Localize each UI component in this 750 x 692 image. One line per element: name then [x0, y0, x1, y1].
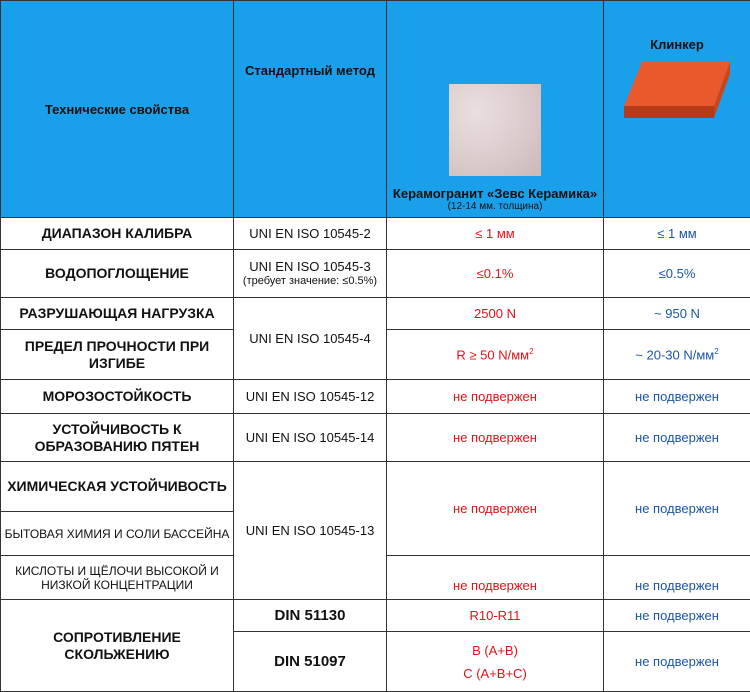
clinker-value: не подвержен — [604, 556, 750, 600]
table-row — [1, 380, 750, 414]
header-method: Стандартный метод — [234, 1, 387, 218]
prop-cell: КИСЛОТЫ И ЩЁЛОЧИ ВЫСОКОЙ И НИЗКОЙ КОНЦЕНТРАЦИИ — [1, 556, 234, 600]
clinker-value: не подвержен — [604, 632, 750, 692]
prop-cell: ПРЕДЕЛ ПРОЧНОСТИ ПРИ ИЗГИБЕ — [1, 330, 234, 380]
superscript: 2 — [529, 347, 533, 356]
clinker-tile-image — [624, 62, 730, 118]
method-cell: DIN 51130 — [234, 600, 387, 632]
table-row — [1, 414, 750, 462]
method-cell: DIN 51097 — [234, 632, 387, 692]
table-row — [1, 218, 750, 250]
clinker-value: не подвержен — [604, 414, 750, 462]
clinker-value — [604, 330, 750, 380]
ceramic-name: Керамогранит «Зевс Керамика» — [390, 186, 600, 201]
ceramic-value: не подвержен — [387, 380, 604, 414]
clinker-value: не подвержен — [604, 380, 750, 414]
clinker-value: ≤0.5% — [604, 250, 750, 298]
ceramic-value: ≤ 1 мм — [387, 218, 604, 250]
clinker-value: не подвержен — [604, 600, 750, 632]
clinker-value: ≤ 1 мм — [604, 218, 750, 250]
prop-cell: РАЗРУШАЮЩАЯ НАГРУЗКА — [1, 298, 234, 330]
method-cell — [234, 250, 387, 298]
table-row — [1, 250, 750, 298]
method-cell: UNI EN ISO 10545-2 — [234, 218, 387, 250]
ceramic-value: 2500 N — [387, 298, 604, 330]
ceramic-value-line: B (A+B) — [390, 643, 600, 658]
prop-cell: ДИАПАЗОН КАЛИБРА — [1, 218, 234, 250]
prop-cell: СОПРОТИВЛЕНИЕ СКОЛЬЖЕНИЮ — [1, 600, 234, 692]
ceramic-value — [387, 330, 604, 380]
clinker-value: не подвержен — [604, 462, 750, 556]
table-row — [1, 600, 750, 632]
ceramic-value-line: C (A+B+C) — [390, 666, 600, 681]
superscript: 2 — [714, 347, 718, 356]
table-row — [1, 298, 750, 330]
clinker-value: ~ 950 N — [604, 298, 750, 330]
prop-cell: БЫТОВАЯ ХИМИЯ И СОЛИ БАССЕЙНА — [1, 512, 234, 556]
ceramic-value: не подвержен — [387, 556, 604, 600]
header-prop: Технические свойства — [1, 1, 234, 218]
clinker-name: Клинкер — [607, 37, 747, 52]
method-note: (требует значение: ≤0.5%) — [237, 274, 383, 289]
prop-cell: ХИМИЧЕСКАЯ УСТОЙЧИВОСТЬ — [1, 462, 234, 512]
method-cell: UNI EN ISO 10545-4 — [234, 298, 387, 380]
header-ceramic — [387, 1, 604, 218]
method-name: UNI EN ISO 10545-3 — [237, 259, 383, 274]
ceramic-value: R10-R11 — [387, 600, 604, 632]
ceramic-tile-image — [449, 84, 541, 176]
prop-cell: ВОДОПОГЛОЩЕНИЕ — [1, 250, 234, 298]
ceramic-value: ≤0.1% — [387, 250, 604, 298]
prop-cell: УСТОЙЧИВОСТЬ К ОБРАЗОВАНИЮ ПЯТЕН — [1, 414, 234, 462]
table-row — [1, 462, 750, 512]
prop-cell: МОРОЗОСТОЙКОСТЬ — [1, 380, 234, 414]
header-row — [1, 1, 750, 218]
method-cell: UNI EN ISO 10545-14 — [234, 414, 387, 462]
ceramic-thickness: (12-14 мм. толщина) — [390, 201, 600, 213]
header-clinker — [604, 1, 750, 218]
ceramic-value: не подвержен — [387, 414, 604, 462]
ceramic-value-text: R ≥ 50 N/мм — [456, 347, 529, 362]
ceramic-value: не подвержен — [387, 462, 604, 556]
clinker-value-text: ~ 20-30 N/мм — [635, 347, 714, 362]
ceramic-value — [387, 632, 604, 692]
method-cell: UNI EN ISO 10545-12 — [234, 380, 387, 414]
method-cell: UNI EN ISO 10545-13 — [234, 462, 387, 600]
